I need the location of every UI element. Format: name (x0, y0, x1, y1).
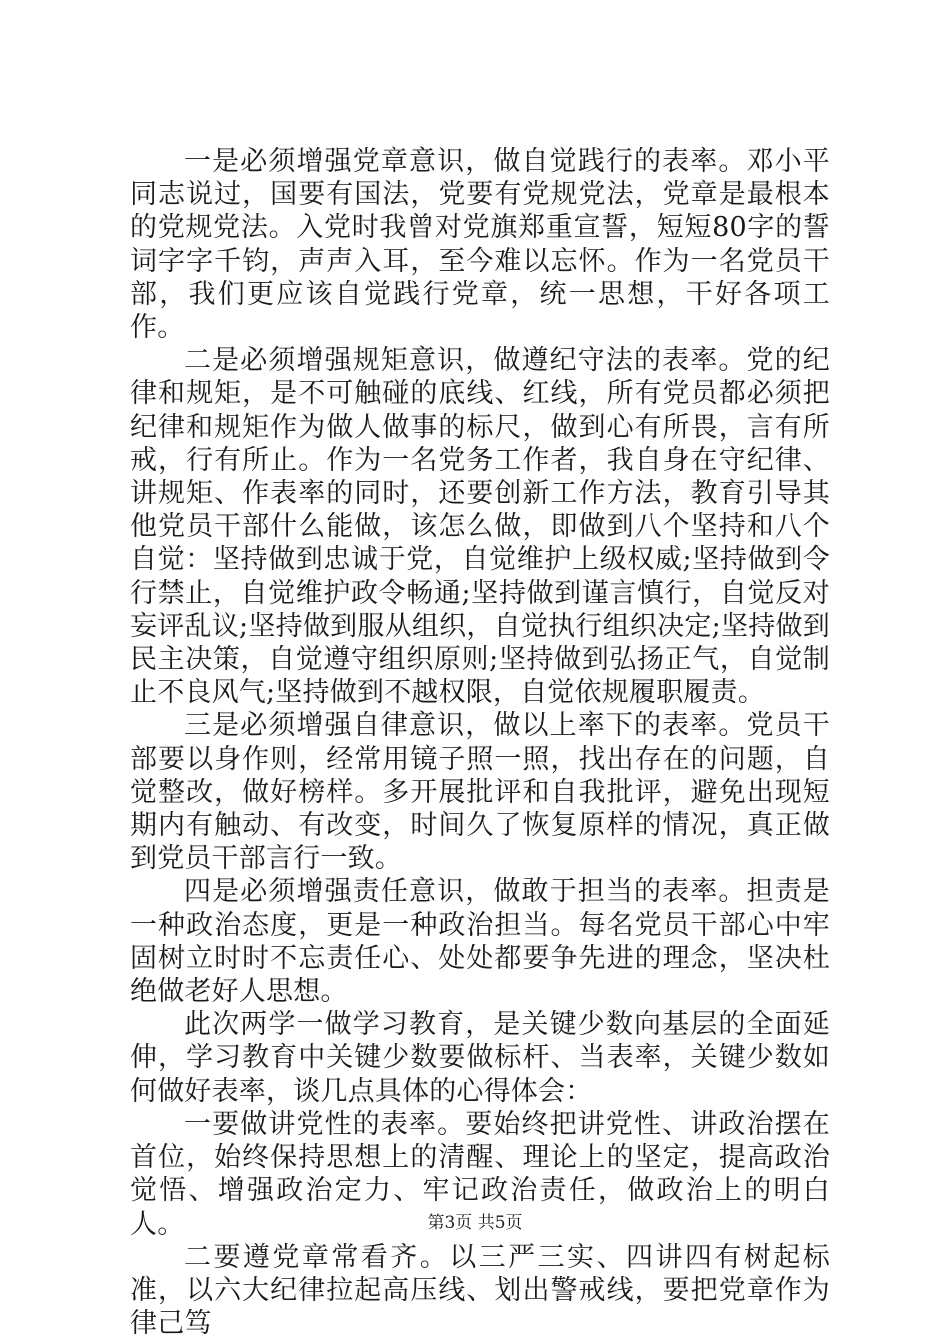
paragraph-rules-awareness: 二是必须增强规矩意识，做遵纪守法的表率。党的纪律和规矩，是不可触碰的底线、红线，所有党员都必须把纪律和规矩作为做人做事的标尺，做到心有所畏，言有所戒，行有所止。作为一名党务工作者，我自身在守纪律、讲规矩、作表率的同时，还要创新工作方法，教育引导其他党员干部什么能做，该怎么做，即做到八个坚持和八个自觉：坚持做到忠诚于党，自觉维护上级权威;坚持做到令行禁止，自觉维护政令畅通;坚持做到谨言慎行，自觉反对妄评乱议;坚持做到服从组织，自觉执行组织决定;坚持做到民主决策，自觉遵守组织原则;坚持做到弘扬正气，自觉制止不良风气;坚持做到不越权限，自觉依规履职履责。 (130, 345, 830, 709)
paragraph-party-constitution: 一是必须增强党章意识，做自觉践行的表率。邓小平同志说过，国要有国法，党要有党规党法，党章是最根本的党规党法。入党时我曾对党旗郑重宣誓，短短80字的誓词字字千钧，声声入耳，至今难以忘怀。作为一名党员干部，我们更应该自觉践行党章，统一思想，干好各项工作。 (130, 146, 830, 344)
page-number-footer: 第3页 共5页 (427, 1213, 523, 1233)
paragraph-party-spirit: 一要做讲党性的表率。要始终把讲党性、讲政治摆在首位，始终保持思想上的清醒、理论上的坚定，提高政治觉悟、增强政治定力、牢记政治责任，做政治上的明白人。 (130, 1108, 830, 1240)
paragraph-follow-constitution: 二要遵党章常看齐。以三严三实、四讲四有树起标准，以六大纪律拉起高压线、划出警戒线，要把党章作为律己笃 (130, 1241, 830, 1340)
paragraph-self-discipline: 三是必须增强自律意识，做以上率下的表率。党员干部要以身作则，经常用镜子照一照，找出存在的问题，自觉整改，做好榜样。多开展批评和自我批评，避免出现短期内有触动、有改变，时间久了恢复原样的情况，真正做到党员干部言行一致。 (130, 710, 830, 875)
paragraph-study-education: 此次两学一做学习教育，是关键少数向基层的全面延伸，学习教育中关键少数要做标杆、当表率，关键少数如何做好表率，谈几点具体的心得体会： (130, 1009, 830, 1107)
paragraph-responsibility: 四是必须增强责任意识，做敢于担当的表率。担责是一种政治态度，更是一种政治担当。每名党员干部心中牢固树立时时不忘责任心、处处都要争先进的理念，坚决杜绝做老好人思想。 (130, 876, 830, 1008)
document-body (130, 145, 830, 1340)
